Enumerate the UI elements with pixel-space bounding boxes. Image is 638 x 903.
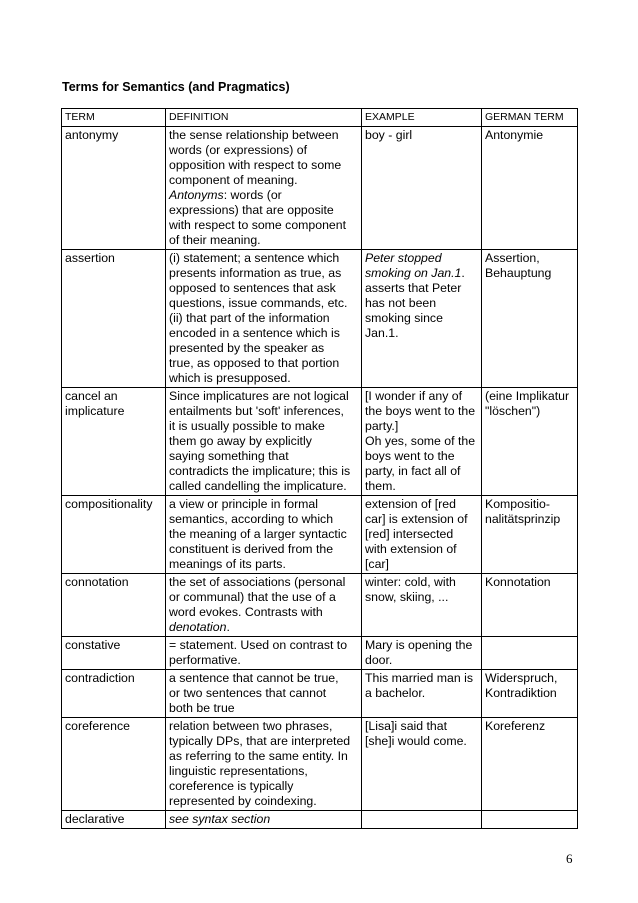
term-cell — [62, 496, 166, 574]
terms-table — [61, 108, 578, 829]
definition-cell — [166, 718, 362, 811]
page-number: 6 — [566, 851, 573, 866]
german-line: Koreferenz — [485, 719, 546, 733]
term-line: contradiction — [65, 671, 135, 685]
german-line: "löschen") — [485, 404, 541, 418]
definition-cell — [166, 250, 362, 388]
definition-text: presents information as true, as — [169, 266, 342, 280]
definition-line — [169, 512, 359, 527]
definition-text: called candelling the implicature. — [169, 479, 347, 493]
definition-text: both be true — [169, 701, 235, 715]
definition-text: saying something that — [169, 449, 289, 463]
definition-line — [169, 620, 359, 635]
header-example: EXAMPLE — [362, 109, 482, 127]
example-line — [365, 389, 479, 404]
definition-text: denotation — [169, 620, 227, 634]
definition-text: component of meaning. — [169, 173, 298, 187]
example-line — [365, 251, 479, 266]
example-text: [red] intersected — [365, 527, 454, 541]
term-line: compositionality — [65, 497, 153, 511]
definition-line — [169, 281, 359, 296]
term-line: implicature — [65, 404, 125, 418]
definition-line — [169, 326, 359, 341]
example-text: has not been — [365, 296, 437, 310]
definition-text-rest: : words (or — [223, 188, 282, 202]
header-definition: DEFINITION — [166, 109, 362, 127]
definition-text: (ii) that part of the information — [169, 311, 330, 325]
german-term-cell — [482, 388, 578, 496]
german-term-cell — [482, 811, 578, 829]
definition-text: which is presupposed. — [169, 371, 291, 385]
german-line: Assertion, — [485, 251, 540, 265]
table-row — [62, 670, 578, 718]
definition-line — [169, 764, 359, 779]
example-text: them. — [365, 479, 396, 493]
table-row — [62, 574, 578, 637]
example-text: extension of [red — [365, 497, 456, 511]
example-text: [car] — [365, 557, 389, 571]
example-text: Mary is opening the — [365, 638, 473, 652]
definition-text: semantics, according to which — [169, 512, 334, 526]
definition-line — [169, 653, 359, 668]
example-line — [365, 128, 479, 143]
definition-text: meanings of its parts. — [169, 557, 286, 571]
definition-text: represented by coindexing. — [169, 794, 317, 808]
definition-text: = statement. Used on contrast to — [169, 638, 348, 652]
example-text: [I wonder if any of — [365, 389, 463, 403]
definition-line — [169, 701, 359, 716]
definition-text: performative. — [169, 653, 241, 667]
example-line — [365, 311, 479, 326]
definition-text: contradicts the implicature; this is — [169, 464, 351, 478]
definition-text: the set of associations (personal — [169, 575, 346, 589]
definition-text: opposed to sentences that ask — [169, 281, 336, 295]
definition-line — [169, 296, 359, 311]
definition-line — [169, 203, 359, 218]
definition-text: with respect to some component — [169, 218, 347, 232]
definition-text: or two sentences that cannot — [169, 686, 327, 700]
example-text: winter: cold, with — [365, 575, 456, 589]
example-cell — [362, 250, 482, 388]
example-text: Oh yes, some of the — [365, 434, 476, 448]
example-line — [365, 638, 479, 653]
term-cell — [62, 811, 166, 829]
term-line: connotation — [65, 575, 129, 589]
example-cell — [362, 718, 482, 811]
german-term-cell — [482, 637, 578, 670]
example-line — [365, 686, 479, 701]
example-text: smoking on Jan.1 — [365, 266, 462, 280]
definition-line — [169, 590, 359, 605]
example-text: Peter stopped — [365, 251, 442, 265]
definition-text: words (or expressions) of — [169, 143, 308, 157]
example-line — [365, 326, 479, 341]
example-cell — [362, 127, 482, 250]
example-line — [365, 527, 479, 542]
definition-line — [169, 638, 359, 653]
german-line: Antonymie — [485, 128, 544, 142]
example-line — [365, 281, 479, 296]
definition-text: (i) statement; a sentence which — [169, 251, 340, 265]
term-line: declarative — [65, 812, 125, 826]
definition-text: or communal) that the use of a — [169, 590, 336, 604]
definition-line — [169, 575, 359, 590]
definition-line — [169, 686, 359, 701]
example-text: asserts that Peter — [365, 281, 462, 295]
german-line: nalitätsprinzip — [485, 512, 561, 526]
example-text: boys went to the — [365, 449, 455, 463]
definition-text: entailments but 'soft' inferences, — [169, 404, 344, 418]
header-term: TERM — [62, 109, 166, 127]
definition-line — [169, 719, 359, 734]
example-line — [365, 653, 479, 668]
term-cell — [62, 637, 166, 670]
definition-line — [169, 671, 359, 686]
term-cell — [62, 250, 166, 388]
definition-text: typically DPs, that are interpreted — [169, 734, 351, 748]
german-line: Kontradiktion — [485, 686, 557, 700]
example-text: a bachelor. — [365, 686, 426, 700]
example-text: with extension of — [365, 542, 457, 556]
definition-cell — [166, 127, 362, 250]
definition-text: relation between two phrases, — [169, 719, 333, 733]
definition-text: linguistic representations, — [169, 764, 308, 778]
definition-text: the sense relationship between — [169, 128, 339, 142]
definition-line — [169, 143, 359, 158]
example-line — [365, 512, 479, 527]
table-row — [62, 637, 578, 670]
term-cell — [62, 574, 166, 637]
definition-cell — [166, 811, 362, 829]
example-cell — [362, 670, 482, 718]
definition-line — [169, 749, 359, 764]
example-line — [365, 542, 479, 557]
definition-cell — [166, 574, 362, 637]
example-line — [365, 590, 479, 605]
definition-text: true, as opposed to that portion — [169, 356, 340, 370]
header-german-term: GERMAN TERM — [482, 109, 578, 127]
german-line: Konnotation — [485, 575, 551, 589]
definition-line — [169, 311, 359, 326]
example-text: party, in fact all of — [365, 464, 461, 478]
german-term-cell — [482, 496, 578, 574]
example-line — [365, 464, 479, 479]
table-row — [62, 496, 578, 574]
definition-line — [169, 557, 359, 572]
german-line: Widerspruch, — [485, 671, 558, 685]
example-cell — [362, 811, 482, 829]
definition-text: presented by the speaker as — [169, 341, 325, 355]
german-term-cell — [482, 574, 578, 637]
example-text: [Lisa]i said that — [365, 719, 448, 733]
example-text: Jan.1. — [365, 326, 399, 340]
term-line: coreference — [65, 719, 130, 733]
german-term-cell — [482, 670, 578, 718]
example-text: snow, skiing, ... — [365, 590, 449, 604]
example-line — [365, 557, 479, 572]
example-text: boy - girl — [365, 128, 413, 142]
example-text: [she]i would come. — [365, 734, 467, 748]
definition-line — [169, 128, 359, 143]
german-term-cell — [482, 250, 578, 388]
definition-line — [169, 233, 359, 248]
definition-text: constituent is derived from the — [169, 542, 334, 556]
definition-text-rest: . — [226, 620, 230, 634]
definition-line — [169, 158, 359, 173]
definition-text: expressions) that are opposite — [169, 203, 334, 217]
page-title: Terms for Semantics (and Pragmatics) — [62, 80, 290, 94]
example-cell — [362, 574, 482, 637]
definition-line — [169, 173, 359, 188]
definition-line — [169, 371, 359, 386]
example-line — [365, 419, 479, 434]
table-row — [62, 388, 578, 496]
example-line — [365, 266, 479, 281]
definition-line — [169, 464, 359, 479]
definition-cell — [166, 496, 362, 574]
term-cell — [62, 388, 166, 496]
definition-line — [169, 497, 359, 512]
definition-line — [169, 605, 359, 620]
definition-line — [169, 779, 359, 794]
term-line: constative — [65, 638, 121, 652]
example-line — [365, 434, 479, 449]
terms-table-body — [62, 127, 578, 829]
example-text: door. — [365, 653, 393, 667]
definition-line — [169, 734, 359, 749]
definition-line — [169, 341, 359, 356]
example-line — [365, 497, 479, 512]
definition-text: as referring to the same entity. In — [169, 749, 348, 763]
example-line — [365, 575, 479, 590]
example-line — [365, 296, 479, 311]
definition-cell — [166, 388, 362, 496]
term-cell — [62, 670, 166, 718]
definition-text: them go away by explicitly — [169, 434, 312, 448]
example-text-rest: . — [461, 266, 465, 280]
definition-line — [169, 389, 359, 404]
term-line: cancel an — [65, 389, 118, 403]
example-cell — [362, 637, 482, 670]
definition-line — [169, 479, 359, 494]
example-text: smoking since — [365, 311, 443, 325]
definition-text: word evokes. Contrasts with — [169, 605, 323, 619]
definition-text: it is usually possible to make — [169, 419, 325, 433]
german-line: Kompositio- — [485, 497, 550, 511]
definition-line — [169, 419, 359, 434]
definition-text: a view or principle in formal — [169, 497, 318, 511]
definition-line — [169, 356, 359, 371]
definition-line — [169, 251, 359, 266]
definition-line — [169, 404, 359, 419]
definition-line — [169, 527, 359, 542]
definition-cell — [166, 670, 362, 718]
table-row — [62, 718, 578, 811]
table-row — [62, 127, 578, 250]
definition-line — [169, 542, 359, 557]
definition-text: Since implicatures are not logical — [169, 389, 349, 403]
definition-line — [169, 218, 359, 233]
german-line: (eine Implikatur — [485, 389, 570, 403]
definition-text: questions, issue commands, etc. — [169, 296, 348, 310]
term-cell — [62, 718, 166, 811]
definition-cell — [166, 637, 362, 670]
definition-line — [169, 188, 359, 203]
example-text: car] is extension of — [365, 512, 468, 526]
german-term-cell — [482, 127, 578, 250]
term-cell — [62, 127, 166, 250]
definition-text: see syntax section — [169, 812, 271, 826]
definition-text: opposition with respect to some — [169, 158, 342, 172]
example-line — [365, 719, 479, 734]
definition-text: encoded in a sentence which is — [169, 326, 340, 340]
table-row — [62, 811, 578, 829]
definition-text: coreference is typically — [169, 779, 294, 793]
definition-line — [169, 449, 359, 464]
definition-text: the meaning of a larger syntactic — [169, 527, 347, 541]
table-row — [62, 250, 578, 388]
definition-line — [169, 812, 359, 827]
table-header-row — [62, 109, 578, 127]
term-line: antonymy — [65, 128, 119, 142]
definition-text: a sentence that cannot be true, — [169, 671, 339, 685]
example-line — [365, 671, 479, 686]
definition-line — [169, 434, 359, 449]
german-line: Behauptung — [485, 266, 552, 280]
example-cell — [362, 388, 482, 496]
example-text: This married man is — [365, 671, 473, 685]
example-line — [365, 479, 479, 494]
definition-line — [169, 266, 359, 281]
example-line — [365, 449, 479, 464]
example-line — [365, 734, 479, 749]
example-text: the boys went to the — [365, 404, 476, 418]
example-cell — [362, 496, 482, 574]
definition-text: of their meaning. — [169, 233, 261, 247]
german-term-cell — [482, 718, 578, 811]
definition-line — [169, 794, 359, 809]
definition-text: Antonyms — [169, 188, 224, 202]
example-line — [365, 404, 479, 419]
example-text: party.] — [365, 419, 399, 433]
term-line: assertion — [65, 251, 115, 265]
